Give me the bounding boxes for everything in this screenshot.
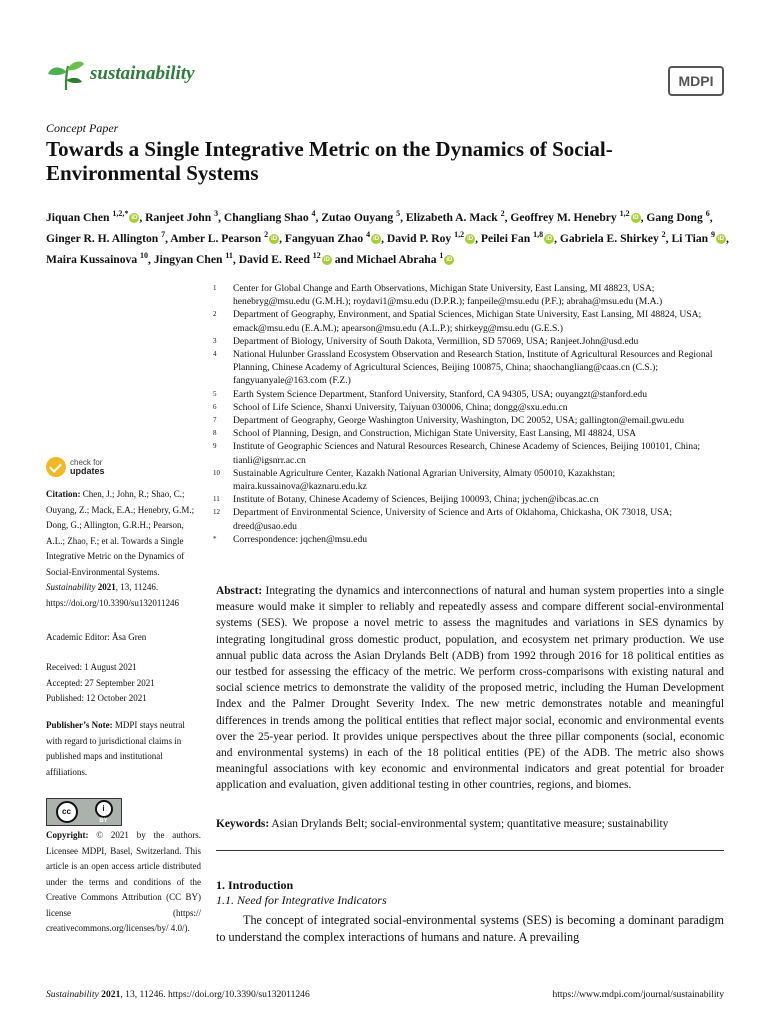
author-affiliation-sup: 4 xyxy=(366,229,371,239)
author-name: Jiquan Chen xyxy=(46,210,113,224)
academic-editor: Academic Editor: Åsa Gren xyxy=(46,632,147,642)
author xyxy=(321,211,400,224)
affiliation-item xyxy=(213,467,728,493)
author-affiliation-sup: 1,8 xyxy=(533,229,544,239)
published-date: Published: 12 October 2021 xyxy=(46,693,147,703)
keywords xyxy=(216,818,724,830)
affiliation-number: 4 xyxy=(213,350,217,359)
author xyxy=(46,250,149,266)
publisher-note xyxy=(46,718,201,780)
sustainability-logo-icon xyxy=(46,58,86,92)
author-name: Michael Abraha xyxy=(356,252,440,266)
author xyxy=(510,211,640,224)
author xyxy=(386,229,475,245)
affiliation-number: 8 xyxy=(213,429,217,438)
author-name: Li Tian xyxy=(671,231,711,245)
author xyxy=(46,211,139,224)
author-and: and xyxy=(331,252,357,266)
author xyxy=(145,211,218,224)
citation-label: Citation: xyxy=(46,489,81,499)
cc-by-label: BY xyxy=(99,818,108,824)
orcid-icon[interactable]: iD xyxy=(717,236,724,243)
affiliation-list xyxy=(213,282,728,546)
affiliation-text: Department of Geography, Environment, and Spatial Sciences, Michigan State University, East Lansing, MI 48824, USA; emack@msu.edu (E.A.M.); apearson@msu.edu (A.L.P.); shirkeyg@msu.edu (G.E.S.) xyxy=(233,309,702,334)
author-affiliation-sup: 3 xyxy=(214,209,219,218)
publisher-note-label: Publisher’s Note: xyxy=(46,720,113,730)
footer-citation: , 13, 11246. https://doi.org/10.3390/su132011246 xyxy=(120,989,310,1000)
affiliation-number: 11 xyxy=(213,495,220,504)
abstract xyxy=(216,583,724,794)
author-affiliation-sup: 11 xyxy=(225,250,233,260)
citation-text: Chen, J.; John, R.; Shao, C.; Ouyang, Z.; Mack, E.A.; Henebry, G.M.; Dong, G.; Allington, G.R.H.; Pearson, A.L.; Zhao, F.; et al. Towards a Single Integrative Metric on the Dynamics of Social-Environmental Systems. xyxy=(46,489,195,577)
author-name: Ginger R. H. Allington xyxy=(46,231,162,245)
check-icon xyxy=(46,457,66,477)
section-heading: 1. Introduction xyxy=(216,878,294,892)
cc-by-license-badge[interactable] xyxy=(46,798,122,826)
abstract-label: Abstract: xyxy=(216,585,263,597)
affiliation-text: School of Life Science, Shanxi University, Taiyuan 030006, China; dongg@sxu.edu.cn xyxy=(233,401,568,413)
mdpi-logo: MDPI xyxy=(668,66,724,96)
author-affiliation-sup: 1 xyxy=(439,250,444,260)
affiliation-item xyxy=(213,533,728,546)
author-affiliation-sup: 1,2 xyxy=(619,209,630,218)
affiliation-text: Department of Environmental Science, University of Science and Arts of Oklahoma, Chickasha, OK 73018, USA; dreed@usao.edu xyxy=(233,507,673,532)
affiliation-text: Institute of Geographic Sciences and Natural Resources Research, Chinese Academy of Sciences, Beijing 100101, China; tianli@igsnrr.ac.cn xyxy=(233,441,701,466)
author-name: David E. Reed xyxy=(238,252,313,266)
author xyxy=(646,211,709,224)
author xyxy=(356,250,454,266)
author-affiliation-sup: 4 xyxy=(311,209,316,218)
affiliation-number: 6 xyxy=(213,402,217,411)
author-affiliation-sup: 9 xyxy=(710,229,715,239)
author-affiliation-sup: 1,2,* xyxy=(112,209,129,218)
journal-name: sustainability xyxy=(90,63,195,84)
affiliation-item xyxy=(213,308,728,334)
author xyxy=(284,229,381,245)
accepted-date: Accepted: 27 September 2021 xyxy=(46,677,155,688)
author-affiliation-sup: 1,2 xyxy=(454,229,465,239)
affiliation-item xyxy=(213,427,728,440)
orcid-icon[interactable]: iD xyxy=(373,236,380,243)
author-affiliation-sup: 2 xyxy=(264,229,269,239)
affiliation-number: 2 xyxy=(213,310,217,319)
affiliation-number: * xyxy=(213,534,217,543)
author xyxy=(153,250,233,266)
citation-block xyxy=(46,487,201,611)
copyright-block xyxy=(46,828,201,937)
author-affiliation-sup: 6 xyxy=(705,209,710,218)
affiliation-text: Institute of Botany, Chinese Academy of Sciences, Beijing 100093, China; jychen@ibcas.ac.cn xyxy=(233,494,599,506)
section-divider xyxy=(216,850,724,851)
author xyxy=(671,229,726,245)
affiliation-number: 1 xyxy=(213,284,217,292)
affiliation-number: 12 xyxy=(213,508,220,517)
author xyxy=(224,211,316,224)
keywords-text: Asian Drylands Belt; social-environmental system; quantitative measure; sustainability xyxy=(271,818,669,830)
affiliation-text: School of Planning, Design, and Construction, Michigan State University, East Lansing, MI 48824, USA xyxy=(233,428,637,440)
author-affiliation-sup: 2 xyxy=(500,209,505,218)
attribution-icon: i xyxy=(95,800,113,818)
orcid-icon[interactable]: iD xyxy=(546,236,553,243)
orcid-icon[interactable]: iD xyxy=(632,215,639,222)
author xyxy=(170,229,279,245)
publisher-note-text: MDPI stays neutral with regard to jurisdictional claims in published maps and institutional affiliations. xyxy=(46,720,185,777)
check-for-updates-badge[interactable] xyxy=(46,457,105,477)
affiliation-item xyxy=(213,440,728,466)
orcid-icon[interactable]: iD xyxy=(446,256,453,263)
affiliation-number: 5 xyxy=(213,389,217,398)
affiliation-item xyxy=(213,282,728,308)
paper-title: Towards a Single Integrative Metric on the Dynamics of Social-Environmental Systems xyxy=(46,137,613,185)
cc-icon: cc xyxy=(56,801,78,823)
author-name: Gabriela E. Shirkey xyxy=(559,231,662,245)
page-footer xyxy=(46,989,724,1000)
author-name: Maira Kussainova xyxy=(46,252,141,266)
affiliation-item xyxy=(213,414,728,427)
received-date: Received: 1 August 2021 xyxy=(46,662,137,672)
author-affiliation-sup: 7 xyxy=(161,229,166,239)
affiliation-text: National Hulunber Grassland Ecosystem Observation and Research Station, Institute of Agricultural Resources and Regional Planning, Chinese Academy of Agricultural Sciences, Beijing 100875, China; shaochangliang@caas.cn (C.S.); fangyuanyale@163.com (F.Z.) xyxy=(233,349,713,387)
affiliation-item xyxy=(213,493,728,506)
affiliation-text: Earth System Science Department, Stanford University, Stanford, CA 94305, USA; ouyangzt@stanford.edu xyxy=(233,388,648,400)
author-name: Changliang Shao xyxy=(223,210,312,224)
citation-journal: Sustainability xyxy=(46,582,96,592)
author xyxy=(559,229,666,245)
citation-rest: , 13, 11246. https://doi.org/10.3390/su132011246 xyxy=(46,582,180,608)
author-name: Zutao Ouyang xyxy=(321,210,397,224)
copyright-label: Copyright: xyxy=(46,830,89,840)
citation-year: 2021 xyxy=(97,582,116,592)
copyright-text: © 2021 by the authors. Licensee MDPI, Basel, Switzerland. This article is an open access article distributed under the terms and conditions of the Creative Commons Attribution (CC BY) license (https:// creativecommons.org/licenses/by/ 4.0/). xyxy=(46,830,202,933)
author-list: Jiquan Chen $^{1,2,*}$iD , Ranjeet John $^3$, Changliang Shao $^4$, Zutao Ouyang $^5$, Elizabeth A. Mack $^2$, Geoffrey M. Henebry $^{1,2}$iD , Gang Dong $^6$, Ginger R. H. Allington $^7$, Amber L. Pearson $^2$iD , Fangyuan Zhao $^4$iD , David P. Roy $^{1,2}$iD , Peilei Fan $^{1,8}$iD , Gabriela E. Shirkey $^2$, Li Tian $^9$iD , Maira Kussainova $^{10}$, Jingyan Chen $^{11}$, David E. Reed $^{12}$iD and Michael Abraha $^1$iD xyxy=(46,209,729,266)
affiliation-item xyxy=(213,388,728,401)
check-line2: updates xyxy=(70,466,105,476)
author-affiliation-sup: 5 xyxy=(396,209,401,218)
affiliation-text: Department of Geography, George Washington University, Washington, DC 20052, USA; gallington@email.gwu.edu xyxy=(233,415,685,427)
orcid-icon[interactable]: iD xyxy=(323,256,330,263)
orcid-icon[interactable]: iD xyxy=(467,236,474,243)
affiliation-item xyxy=(213,506,728,532)
dates-block xyxy=(46,660,201,707)
author-affiliation-sup: 2 xyxy=(661,229,666,239)
affiliation-text: Department of Biology, University of South Dakota, Vermillion, SD 57069, USA; Ranjeet.John@usd.edu xyxy=(233,335,639,347)
affiliation-number: 9 xyxy=(213,442,217,451)
subsection-heading: 1.1. Need for Integrative Indicators xyxy=(216,893,387,907)
affiliation-number: 3 xyxy=(213,336,217,345)
footer-year: 2021 xyxy=(101,989,121,1000)
author-name: Amber L. Pearson xyxy=(170,231,265,245)
author xyxy=(406,211,505,224)
author xyxy=(238,250,332,266)
check-line1: check for xyxy=(70,458,103,467)
author-name: Peilei Fan xyxy=(480,231,534,245)
orcid-icon[interactable]: iD xyxy=(131,215,138,222)
author-affiliation-sup: 10 xyxy=(140,250,149,260)
abstract-text: Integrating the dynamics and interconnections of natural and human system properties into a single measure would make it simpler to reliably and repeatedly assess and compare different social-environmental systems (SES). We propose a novel metric to assess the magnitudes and variations in SES dynamics by integrating longitudinal gross domestic product, population, and ecosystem net primary production. We use annual public data across the Asian Drylands Belt (ADB) from 1992 through 2016 for 18 political entities as our testbed for assessing the efficacy of the metric. We perform cross-comparisons with existing natural and social science metrics to demonstrate the validity of the proposed metric, including the Human Development Index and the Palmer Drought Severity Index. The new metric demonstrates notable and meaningful differences in trends among the political entities that reflect major social, economic and environmental events over the 25-year period. It provides unique perspectives about the three pillar components (social, economic and environmental systems) in each of the 18 political entities (PE) of the ADB. The metric also shows meaningful associations with key economic and environmental indicators and great potential for broader application and evaluation, given additional testing in other countries, regions, and biomes. xyxy=(216,585,724,792)
author-name: Jingyan Chen xyxy=(153,252,226,266)
author-name: Gang Dong xyxy=(646,210,706,224)
affiliation-text: Sustainable Agriculture Center, Kazakh National Agrarian University, Almaty 050010, Kazakhstan; maira.kussainova@kaznaru.edu.kz xyxy=(233,467,616,493)
author-name: Fangyuan Zhao xyxy=(284,231,367,245)
affiliation-number: 10 xyxy=(213,468,220,477)
affiliation-text: Center for Global Change and Earth Observations, Michigan State University, East Lansing, MI 48823, USA; henebryg@msu.edu (G.M.H.); roydavi1@msu.edu (D.P.R.); fanpeile@msu.edu (P.F.); abraha@msu.edu (M.A.) xyxy=(233,283,663,308)
affiliation-number: 7 xyxy=(213,416,217,425)
footer-journal: Sustainability xyxy=(46,989,99,1000)
affiliation-item xyxy=(213,401,728,414)
author-name: Geoffrey M. Henebry xyxy=(510,210,620,224)
author-affiliation-sup: 12 xyxy=(312,250,321,260)
orcid-icon[interactable]: iD xyxy=(271,236,278,243)
author-name: David P. Roy xyxy=(386,231,455,245)
affiliation-item xyxy=(213,335,728,348)
author xyxy=(480,229,554,245)
footer-url[interactable]: https://www.mdpi.com/journal/sustainability xyxy=(552,989,724,1000)
author-name: Elizabeth A. Mack xyxy=(405,210,501,224)
affiliation-text: Correspondence: jqchen@msu.edu xyxy=(233,533,368,545)
affiliation-item xyxy=(213,348,728,388)
intro-paragraph: The concept of integrated social-environmental systems (SES) is becoming a dominant paradigm to understand the complex interactions of humans and nature. A prevailing xyxy=(216,913,724,944)
author xyxy=(46,229,166,245)
keywords-label: Keywords: xyxy=(216,818,270,830)
author-name: Ranjeet John xyxy=(145,210,215,224)
paper-type: Concept Paper xyxy=(46,121,119,135)
